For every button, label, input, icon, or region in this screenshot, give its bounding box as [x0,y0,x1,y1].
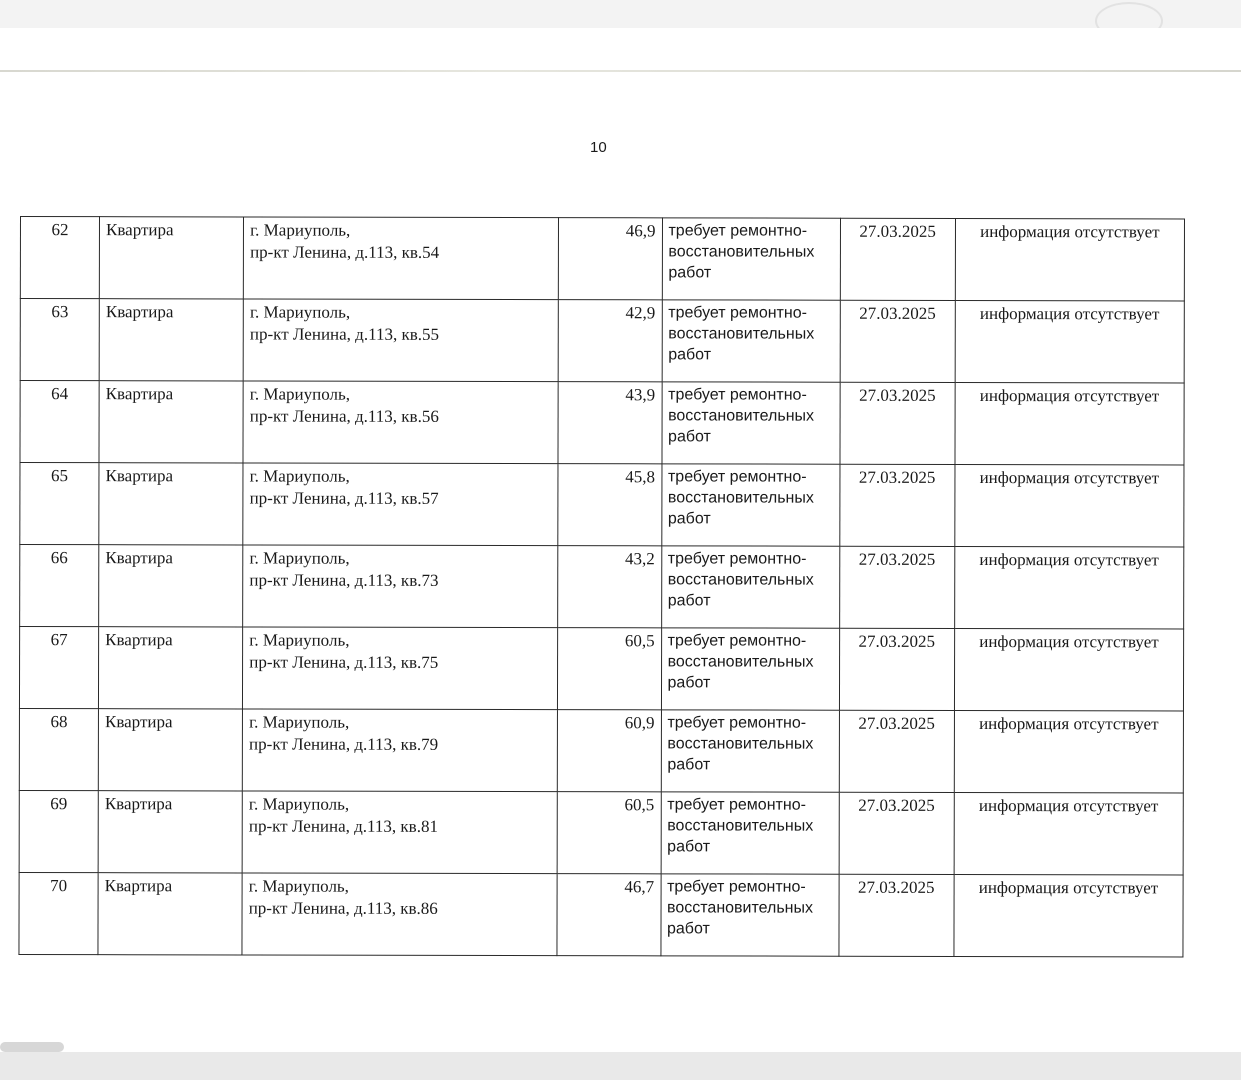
info-value: информация отсутствует [979,714,1159,734]
address-cell [243,463,558,546]
date-value: 27.03.2025 [859,221,936,241]
row-number-cell [20,299,99,381]
info-value: информация отсутствует [979,468,1160,488]
object-type-cell [99,381,243,463]
scroll-handle[interactable] [0,1042,64,1052]
table-row [20,217,1184,301]
area-value: 60,5 [624,631,655,651]
condition-line-2: восстановительных [667,817,814,835]
date-cell [839,874,954,956]
condition-line-3: работ [668,264,712,282]
row-number: 70 [50,876,68,896]
condition-line-1: требует ремонтно- [668,304,807,322]
address-street: пр-кт Ленина, д.113, кв.54 [250,242,440,262]
row-number-cell [20,463,99,545]
condition-cell [662,300,840,382]
address-city: г. Мариуполь, [249,712,350,732]
table-row [19,872,1183,956]
info-value: информация отсутствует [980,222,1160,242]
area-value: 43,2 [625,549,655,569]
condition-line-2: восстановительных [668,243,815,261]
row-number-cell [19,627,98,709]
info-cell [954,792,1183,874]
row-number-cell [19,872,98,954]
area-value: 60,5 [624,795,655,815]
object-type-cell [99,545,243,627]
date-cell [839,792,954,874]
table-row [20,463,1184,547]
object-type-cell [98,873,242,955]
condition-line-1: требует ремонтно- [667,796,806,814]
condition-line-3: работ [667,510,711,528]
date-value: 27.03.2025 [858,795,935,815]
address-cell [242,709,557,792]
area-cell [558,710,661,792]
condition-line-2: восстановительных [667,571,814,589]
date-value: 27.03.2025 [858,713,935,733]
table-body [19,217,1185,957]
page-number: 10 [590,139,607,156]
row-number: 66 [50,548,68,568]
object-type-cell [99,463,243,545]
address-city: г. Мариуполь, [248,794,350,814]
condition-line-1: требует ремонтно- [667,632,807,650]
address-city: г. Мариуполь, [249,466,350,486]
area-value: 43,9 [625,385,656,405]
address-city: г. Мариуполь, [249,302,351,322]
condition-line-3: работ [667,674,711,692]
date-value: 27.03.2025 [858,549,936,569]
condition-line-1: требует ремонтно- [667,878,806,896]
condition-line-2: восстановительных [667,489,814,507]
object-type: Квартира [105,548,173,568]
object-type: Квартира [105,466,174,486]
condition-line-3: работ [668,346,712,364]
area-value: 46,9 [625,221,656,241]
address-street: пр-кт Ленина, д.113, кв.57 [249,488,439,508]
info-value: информация отсутствует [979,386,1160,406]
condition-line-1: требует ремонтно- [667,550,807,568]
document-page [0,28,1241,1052]
condition-line-3: работ [668,428,711,446]
row-number: 68 [50,712,68,732]
object-type: Квартира [106,220,174,240]
address-city: г. Мариуполь, [249,630,350,650]
info-cell [955,464,1184,546]
info-value: информация отсутствует [978,796,1159,816]
area-value: 42,9 [625,303,656,323]
object-type-cell [99,217,243,299]
date-value: 27.03.2025 [858,877,935,897]
info-value: информация отсутствует [979,550,1159,570]
condition-line-1: требует ремонтно- [667,714,807,732]
condition-cell [661,464,839,546]
row-number-cell [20,545,99,627]
info-value: информация отсутствует [979,304,1160,324]
condition-line-2: восстановительных [667,899,814,917]
row-number: 67 [50,630,68,650]
address-cell [243,299,558,382]
area-cell [559,218,662,300]
info-cell [954,710,1183,792]
date-cell [839,464,954,546]
address-city: г. Мариуполь, [248,876,349,896]
address-cell [242,791,557,874]
row-number: 63 [51,302,69,322]
info-cell [954,874,1183,956]
page-edge-line [0,70,1241,72]
area-value: 46,7 [624,877,655,897]
area-cell [557,874,660,956]
info-cell [954,546,1183,628]
row-number: 65 [50,466,69,486]
area-value: 60,9 [624,713,655,733]
address-street: пр-кт Ленина, д.113, кв.73 [249,570,439,590]
condition-cell [660,874,838,956]
condition-line-1: требует ремонтно- [667,468,807,486]
date-value: 27.03.2025 [859,385,936,405]
address-city: г. Мариуполь, [249,548,350,568]
condition-line-1: требует ремонтно- [668,386,807,404]
address-city: г. Мариуполь, [249,384,351,404]
address-cell [243,545,558,628]
area-cell [558,546,661,628]
condition-line-3: работ [667,756,711,774]
object-type: Квартира [105,384,174,404]
object-type: Квартира [104,712,173,732]
address-cell [242,873,557,956]
object-type: Квартира [105,630,173,650]
area-cell [559,300,662,382]
address-cell [243,217,558,300]
date-cell [840,218,955,300]
address-street: пр-кт Ленина, д.113, кв.86 [248,898,438,918]
address-street: пр-кт Ленина, д.113, кв.56 [249,406,439,426]
condition-cell [661,382,839,464]
address-street: пр-кт Ленина, д.113, кв.55 [249,324,440,344]
table-row [20,381,1184,465]
table-row [19,790,1183,874]
condition-cell [662,218,840,300]
condition-cell [661,792,839,874]
area-cell [558,628,661,710]
row-number-cell [19,790,98,872]
area-cell [558,792,661,874]
object-type-cell [99,627,243,709]
condition-cell [661,710,839,792]
date-cell [839,546,954,628]
condition-line-3: работ [667,838,711,856]
object-type-cell [99,299,243,381]
area-cell [558,382,661,464]
condition-cell [661,628,839,710]
condition-line-3: работ [667,592,711,610]
info-value: информация отсутствует [979,632,1159,652]
info-cell [955,218,1184,300]
object-type: Квартира [104,794,173,814]
table-row [20,299,1184,383]
area-cell [558,464,661,546]
condition-line-2: восстановительных [668,407,815,425]
condition-line-1: требует ремонтно- [668,222,808,240]
address-street: пр-кт Ленина, д.113, кв.81 [248,816,438,836]
address-cell [243,627,558,710]
row-number: 69 [50,794,68,814]
condition-cell [661,546,839,628]
date-value: 27.03.2025 [858,467,936,487]
address-cell [243,381,558,464]
property-table [18,216,1185,957]
info-cell [955,300,1184,382]
info-cell [955,382,1184,464]
condition-line-3: работ [667,920,710,938]
table-row [19,627,1183,711]
table-row [20,545,1184,629]
table-row [19,708,1183,792]
date-cell [839,710,954,792]
info-value: информация отсутствует [978,878,1159,898]
object-type: Квартира [104,876,173,896]
object-type-cell [98,791,242,873]
condition-line-2: восстановительных [668,325,815,343]
date-value: 27.03.2025 [858,631,936,651]
row-number-cell [20,217,99,299]
date-cell [839,628,954,710]
address-street: пр-кт Ленина, д.113, кв.75 [249,652,439,672]
object-type-cell [98,709,242,791]
object-type: Квартира [105,302,174,322]
row-number-cell [19,708,98,790]
condition-line-2: восстановительных [667,735,814,753]
viewer-bottom-bar [0,1052,1241,1080]
row-number: 64 [51,384,69,404]
date-cell [840,300,955,382]
address-city: г. Мариуполь, [250,220,351,240]
address-street: пр-кт Ленина, д.113, кв.79 [249,734,439,754]
row-number: 62 [51,220,69,240]
viewer-top-bar [0,0,1241,28]
date-cell [840,382,955,464]
area-value: 45,8 [625,467,655,487]
condition-line-2: восстановительных [667,653,814,671]
info-cell [954,628,1183,710]
date-value: 27.03.2025 [859,303,936,323]
row-number-cell [20,381,99,463]
